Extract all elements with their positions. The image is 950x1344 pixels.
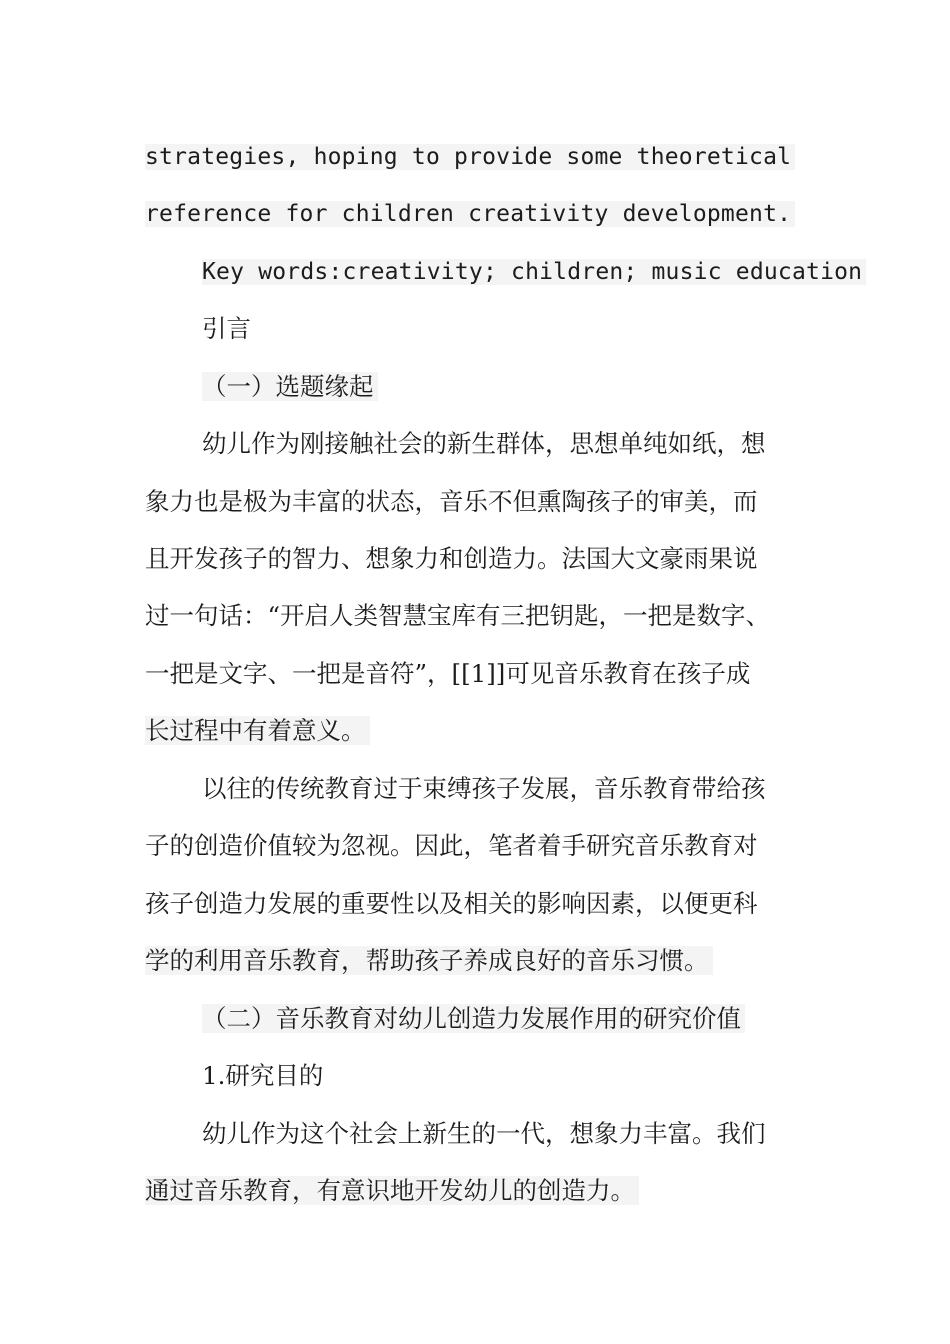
subsection-1-para-line-2: 通过音乐教育，有意识地开发幼儿的创造力。 — [145, 1176, 639, 1206]
section-1-para-1-line-4: 过一句话：“开启人类智慧宝库有三把钥匙，一把是数字、 — [145, 601, 771, 630]
section-1-para-2-line-3: 孩子创造力发展的重要性以及相关的影响因素，以便更科 — [145, 889, 758, 918]
section-1-para-1-line-5: 一把是文字、一把是音符”，[[1]]可见音乐教育在孩子成 — [145, 659, 751, 688]
subsection-1-heading: 1.研究目的 — [202, 1061, 324, 1090]
subsection-1-para-line-1: 幼儿作为这个社会上新生的一代，想象力丰富。我们 — [202, 1119, 766, 1148]
keywords-line: Key words:creativity; children; music education — [202, 257, 866, 287]
section-1-para-1-line-6: 长过程中有着意义。 — [145, 716, 370, 746]
abstract-line-2: reference for children creativity development. — [145, 199, 795, 229]
section-1-para-2-line-2: 子的创造价值较为忽视。因此，笔者着手研究音乐教育对 — [145, 831, 758, 860]
intro-heading: 引言 — [202, 314, 251, 343]
section-1-heading: （一）选题缘起 — [202, 372, 378, 402]
section-1-para-1-line-1: 幼儿作为刚接触社会的新生群体，思想单纯如纸，想 — [202, 429, 766, 458]
section-1-para-1-line-2: 象力也是极为丰富的状态，音乐不但熏陶孩子的审美，而 — [145, 487, 758, 516]
section-1-para-1-line-3: 且开发孩子的智力、想象力和创造力。法国大文豪雨果说 — [145, 544, 758, 573]
section-1-para-2-line-4: 学的利用音乐教育，帮助孩子养成良好的音乐习惯。 — [145, 946, 713, 976]
section-1-para-2-line-1: 以往的传统教育过于束缚孩子发展，音乐教育带给孩 — [202, 774, 766, 803]
abstract-line-1: strategies, hoping to provide some theoretical — [145, 142, 795, 172]
section-2-heading: （二）音乐教育对幼儿创造力发展作用的研究价值 — [202, 1004, 745, 1034]
